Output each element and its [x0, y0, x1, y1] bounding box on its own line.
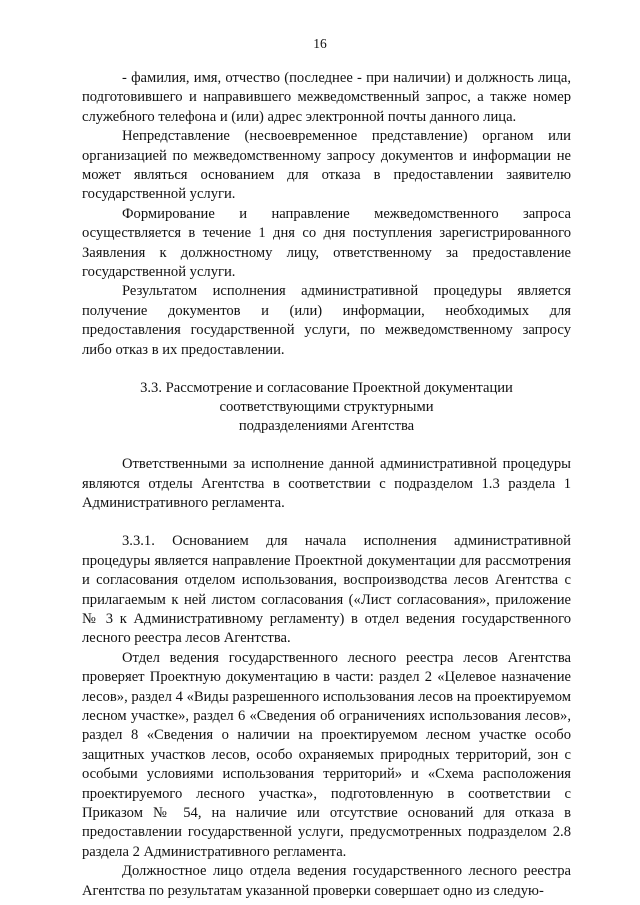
paragraph-responsible: Ответственными за исполнение данной административной процедуры являются отделы Агентства в соответствии с подразделом 1.3 раздела 1 Административного регламента.	[82, 456, 571, 511]
paragraph-request-formation: Формирование и направление межведомственного запроса осуществляется в течение 1 дня со дня поступления зарегистрированного Заявления к должностному лицу, ответственному за предоставление государственной услуги.	[82, 205, 571, 281]
section-heading-line-2: соответствующими структурными	[219, 399, 434, 416]
page-number: 16	[313, 36, 327, 51]
paragraph-official-action: Должностное лицо отдела ведения государственного лесного реестра Агентства по результатам указанной проверки совершает одно из следую-	[82, 863, 571, 899]
spacer	[82, 436, 571, 455]
paragraph-registry-check: Отдел ведения государственного лесного реестра лесов Агентства проверяет Проектную документацию в части: раздел 2 «Целевое назначение лесов», раздел 4 «Виды разрешенного использования лесов на проектируемом лесном участке», раздел 6 «Сведения об ограничениях использования лесов», раздел 8 «Сведения о наличии на проектируемом лесном участке особо защитных участков лесов, особо охраняемых природных территорий, зон с особыми условиями использования территорий» и «Схема расположения проектируемого лесного участка», подготовленную в соответствии с Приказом № 54, на наличие или отсутствие оснований для отказа в предоставлении государственной услуги, предусмотренных подразделом 2.8 раздела 2 Административного регламента.	[82, 649, 571, 860]
spacer	[82, 360, 571, 379]
paragraph-3-3-1: 3.3.1. Основанием для начала исполнения административной процедуры является направление Проектной документации для рассмотрения и согласования отделом использования, воспроизводства лесов Агентства с прилагаемым к ней листом согласования («Лист согласования», приложение № 3 к Административному регламенту) в отдел ведения государственного лесного реестра лесов Агентства.	[82, 533, 571, 647]
section-heading-line-1: 3.3. Рассмотрение и согласование Проектной документации	[140, 380, 513, 397]
paragraph-procedure-result: Результатом исполнения административной процедуры является получение документов и (или) информации, необходимых для предоставления государственной услуги, по межведомственному запросу либо отказ в их предоставлении.	[82, 283, 571, 358]
section-heading	[82, 379, 571, 436]
spacer	[82, 513, 571, 532]
paragraph-contact-details: - фамилия, имя, отчество (последнее - при наличии) и должность лица, подготовившего и направившего межведомственный запрос, а также номер служебного телефона и (или) адрес электронной почты данного лица.	[82, 70, 571, 125]
section-heading-line-3: подразделениями Агентства	[238, 418, 415, 435]
document-body	[82, 69, 571, 901]
paragraph-non-submission: Непредставление (несвоевременное представление) органом или организацией по межведомственному запросу документов и информации не может являться основанием для отказа в предоставлении заявителю государственной услуги.	[82, 128, 571, 203]
